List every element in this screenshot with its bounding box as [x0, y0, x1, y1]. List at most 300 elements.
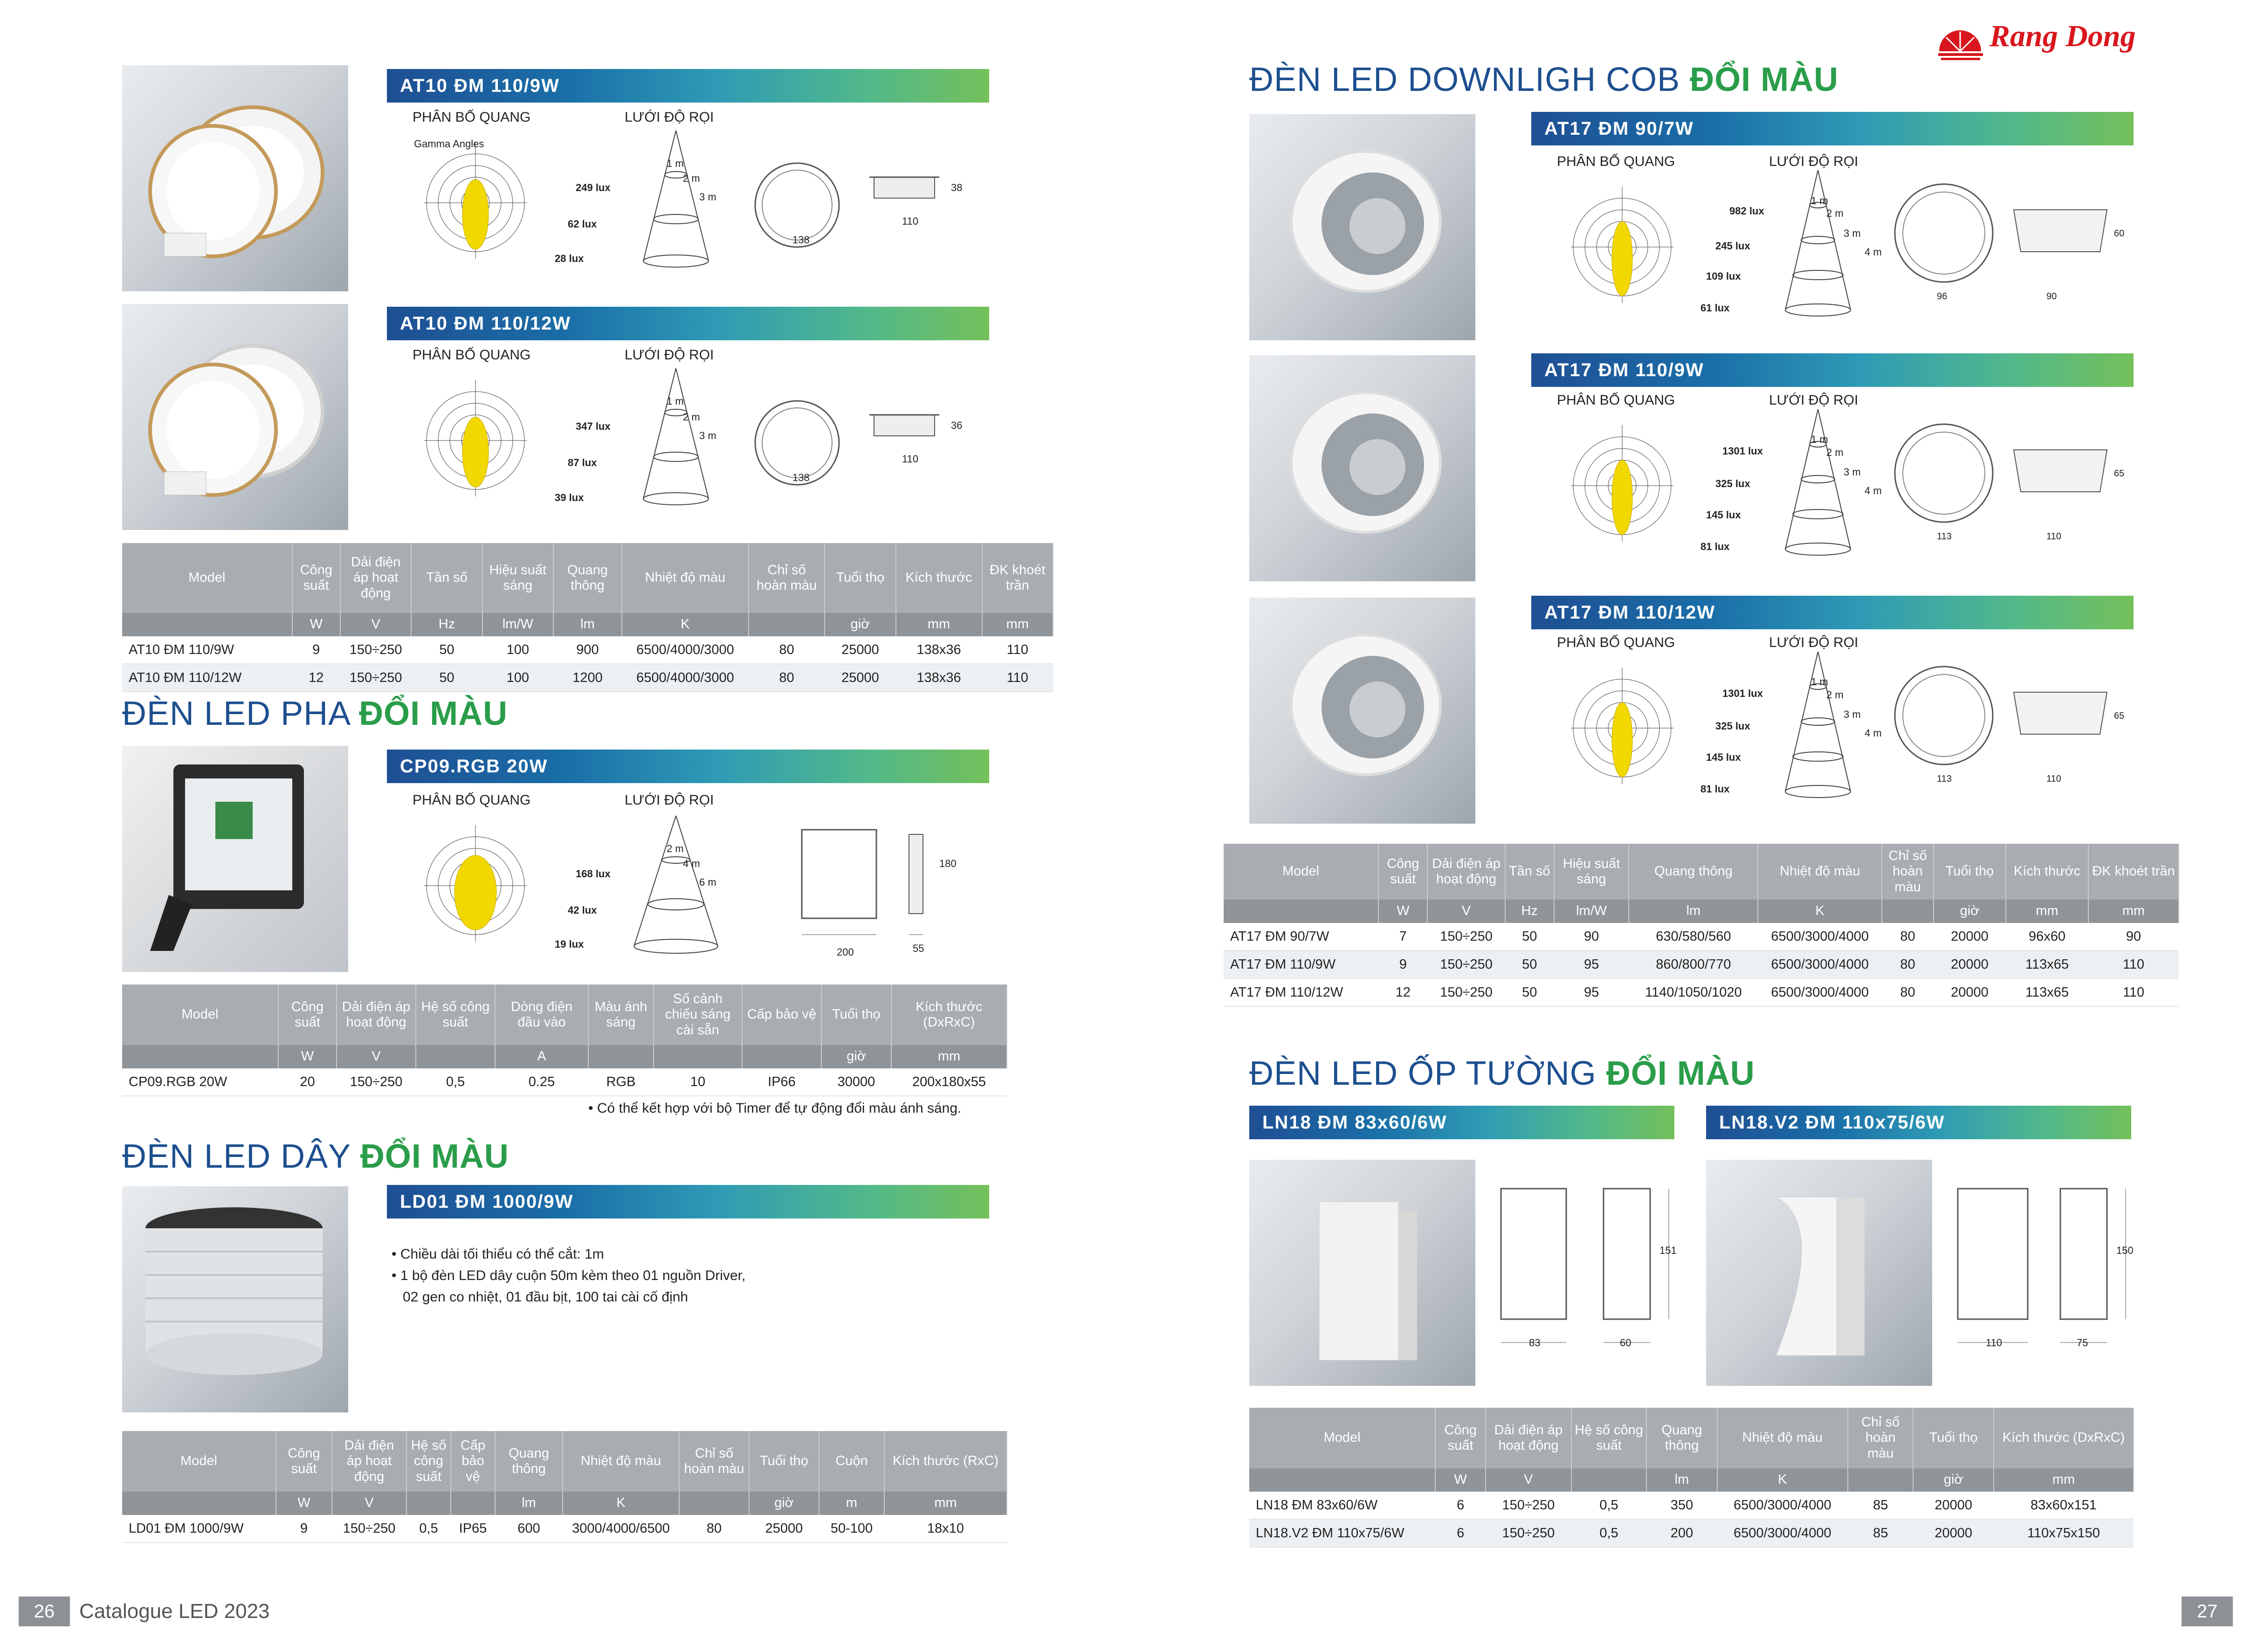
dist-3: 3 m: [699, 430, 716, 441]
table-cell: 95: [1554, 950, 1629, 978]
table-cell: 113x65: [2006, 950, 2088, 978]
table-cell: 150÷250: [1427, 978, 1505, 1006]
dim-2: 55: [913, 943, 924, 954]
table-row: [122, 1068, 1007, 1096]
unit-cell: lm/W: [482, 613, 553, 636]
page-number-left: 26: [19, 1597, 70, 1626]
table-cell: 150÷250: [1486, 1492, 1571, 1519]
dist-3: 3 m: [699, 191, 716, 203]
table-cell: 50: [1505, 978, 1554, 1006]
th-chi-so-hoan-mau: Chỉ số hoàn màu: [1882, 844, 1934, 900]
lux-3: 19 lux: [555, 938, 584, 950]
label-phan-bo: PHÂN BỐ QUANG: [413, 347, 531, 363]
table-cell: 20000: [1934, 923, 2006, 950]
dim-2: 60: [1620, 1337, 1632, 1349]
unit-cell: [416, 1045, 495, 1068]
lux-1: 249 lux: [576, 182, 611, 193]
dim-3: 65: [2114, 711, 2125, 721]
lux-4: 61 lux: [1700, 302, 1730, 314]
table-cell: 150÷250: [1486, 1519, 1571, 1547]
unit-cell: [1882, 900, 1934, 923]
th-kich-thuoc: Kích thước (DxRxC): [891, 984, 1007, 1045]
model-bar-ln18: LN18 ĐM 83x60/6W: [1249, 1106, 1674, 1139]
product-photo-ln18: [1249, 1160, 1475, 1386]
th-quang-thong: Quang thông: [495, 1431, 563, 1492]
dimension-drawing-cp09: [792, 820, 988, 970]
model-bar-at17-7w: AT17 ĐM 90/7W: [1531, 112, 2134, 145]
th-dai-dien-ap: Dải điện áp hoạt động: [337, 984, 416, 1045]
table-cell: LD01 ĐM 1000/9W: [122, 1515, 276, 1542]
table-cell: 150÷250: [1427, 950, 1505, 978]
product-photo-at17-9w: [1249, 355, 1475, 581]
table-row: [1224, 978, 2179, 1006]
model-bar-cp09: CP09.RGB 20W: [387, 750, 989, 783]
polar-labels-at10-9w: [414, 136, 484, 152]
table-cell: 138x36: [896, 636, 982, 664]
unit-cell: mm: [1994, 1468, 2134, 1492]
unit-cell: [1224, 900, 1378, 923]
unit-cell: W: [1378, 900, 1427, 923]
table-cell: 110: [982, 664, 1053, 692]
th-cong-suat: Công suất: [1378, 844, 1427, 900]
lux-1: 1301 lux: [1722, 445, 1763, 457]
table-cell: 350: [1646, 1492, 1717, 1519]
table-row: [1249, 1519, 2134, 1547]
table-cell: 900: [553, 636, 622, 664]
dim-1: 200: [837, 946, 854, 958]
dim-3: 150: [2116, 1245, 2134, 1256]
dist-4: 4 m: [1865, 246, 1882, 258]
th-nhiet-do-mau: Nhiệt độ màu: [1758, 844, 1882, 900]
label-luoi: LƯỚI ĐỘ RỌI: [1769, 392, 1859, 408]
spec-table-cp09: [122, 984, 1007, 1096]
th-cong-suat: Công suất: [278, 984, 337, 1045]
model-bar-ld01: LD01 ĐM 1000/9W: [387, 1185, 989, 1218]
table-cell: 85: [1848, 1519, 1913, 1547]
th-model: Model: [122, 1431, 276, 1492]
table-cell: 20000: [1934, 950, 2006, 978]
table-cell: 630/580/560: [1629, 923, 1758, 950]
th-nhiet-do-mau: Nhiệt độ màu: [563, 1431, 679, 1492]
dist-3: 6 m: [699, 876, 716, 888]
table-cell: 80: [1882, 923, 1934, 950]
section-title-optuong: [1249, 1054, 1755, 1093]
th-he-so-cong-suat: Hệ số công suất: [406, 1431, 451, 1492]
dist-2: 2 m: [683, 172, 700, 184]
unit-cell: V: [337, 1045, 416, 1068]
table-cell: 9: [1378, 950, 1427, 978]
dim-1: 138: [792, 234, 810, 246]
table-cell: LN18.V2 ĐM 110x75/6W: [1249, 1519, 1435, 1547]
unit-cell: [1848, 1468, 1913, 1492]
unit-cell: K: [1717, 1468, 1848, 1492]
table-cell: 95: [1554, 978, 1629, 1006]
spec-table-at17: [1224, 844, 2179, 1007]
lux-3: 145 lux: [1706, 751, 1741, 763]
section-title-highlight: ĐỔI MÀU: [1606, 1055, 1755, 1092]
dist-2: 4 m: [683, 858, 700, 869]
th-model: Model: [122, 984, 278, 1045]
th-tuoi-tho: Tuổi thọ: [825, 543, 895, 613]
unit-cell: V: [332, 1492, 406, 1515]
th-hieu-suat: Hiệu suất sáng: [482, 543, 553, 613]
footer-catalogue-title: Catalogue LED 2023: [79, 1600, 270, 1623]
unit-cell: K: [622, 613, 749, 636]
lux-3: 28 lux: [555, 253, 584, 264]
table-cell: 25000: [825, 664, 895, 692]
table-cell: 110x75x150: [1994, 1519, 2134, 1547]
label-luoi: LƯỚI ĐỘ RỌI: [1769, 635, 1859, 650]
th-kich-thuoc: Kích thước (DxRxC): [1994, 1408, 2134, 1468]
th-dai-dien-ap: Dải điện áp hoạt động: [332, 1431, 406, 1492]
table-cell: 1200: [553, 664, 622, 692]
table-row: [1249, 1492, 2134, 1519]
label-phan-bo: PHÂN BỐ QUANG: [413, 110, 531, 125]
note-cp09: • Có thể kết hợp với bộ Timer để tự động đổi màu ánh sáng.: [588, 1101, 962, 1116]
table-cell: 150÷250: [340, 636, 411, 664]
dim-3: 151: [1659, 1245, 1677, 1256]
dist-1: 1 m: [667, 158, 684, 169]
dimension-drawing-ln18v2: [1953, 1184, 2140, 1361]
product-photo-cp09: [122, 746, 348, 972]
polar-diagram-at17-9w: [1538, 416, 1692, 560]
th-he-so-cong-suat: Hệ số công suất: [1571, 1408, 1647, 1468]
table-cell: 20000: [1913, 1492, 1994, 1519]
table-cell: 0.25: [495, 1068, 588, 1096]
dist-2: 2 m: [683, 411, 700, 423]
dim-2: 110: [2046, 774, 2061, 784]
polar-diagram-cp09: [410, 816, 564, 960]
th-dong-dien: Dòng điện đầu vào: [495, 984, 588, 1045]
table-cell: 50: [411, 664, 482, 692]
unit-cell: W: [1435, 1468, 1486, 1492]
table-cell: 110: [2088, 950, 2179, 978]
unit-cell: giờ: [1913, 1468, 1994, 1492]
table-cell: 80: [679, 1515, 749, 1542]
polar-diagram-at10-12w: [410, 371, 564, 515]
table-cell: 150÷250: [337, 1068, 416, 1096]
table-cell: 860/800/770: [1629, 950, 1758, 978]
unit-cell: K: [1758, 900, 1882, 923]
table-cell: 85: [1848, 1492, 1913, 1519]
unit-cell: [451, 1492, 495, 1515]
th-chi-so-hoan-mau: Chỉ số hoàn màu: [1848, 1408, 1913, 1468]
lux-4: 81 lux: [1700, 541, 1730, 552]
note-ld01-1: • Chiều dài tối thiểu có thể cắt: 1m: [392, 1246, 604, 1262]
th-cong-suat: Công suất: [1435, 1408, 1486, 1468]
table-cell: 83x60x151: [1994, 1492, 2134, 1519]
led-strip-reel-image: [122, 1186, 348, 1412]
th-tuoi-tho: Tuổi thọ: [749, 1431, 819, 1492]
table-cell: 110: [2088, 978, 2179, 1006]
lux-1: 1301 lux: [1722, 688, 1763, 699]
unit-cell: [654, 1045, 742, 1068]
section-title-highlight: ĐỔI MÀU: [359, 695, 508, 732]
table-cell: AT10 ĐM 110/12W: [122, 664, 292, 692]
unit-cell: V: [1427, 900, 1505, 923]
table-cell: 110: [982, 636, 1053, 664]
th-model: Model: [1224, 844, 1378, 900]
unit-cell: [1571, 1468, 1647, 1492]
table-cell: 150÷250: [332, 1515, 406, 1542]
dim-3: 65: [2114, 468, 2125, 479]
table-cell: 0,5: [1571, 1492, 1647, 1519]
unit-cell: giờ: [1934, 900, 2006, 923]
table-cell: 200x180x55: [891, 1068, 1007, 1096]
unit-cell: lm/W: [1554, 900, 1629, 923]
th-quang-thong: Quang thông: [553, 543, 622, 613]
dimension-drawing-at10-9w: [755, 140, 988, 256]
model-bar-at17-9w: AT17 ĐM 110/9W: [1531, 353, 2134, 387]
dimension-drawing-at17-9w: [1893, 422, 2135, 529]
table-cell: 3000/4000/6500: [563, 1515, 679, 1542]
table-cell: IP65: [451, 1515, 495, 1542]
unit-cell: K: [563, 1492, 679, 1515]
unit-cell: lm: [1646, 1468, 1717, 1492]
unit-cell: mm: [884, 1492, 1007, 1515]
th-dk-khoet-tran: ĐK khoét trần: [2088, 844, 2179, 900]
lux-2: 245 lux: [1715, 240, 1750, 252]
unit-cell: W: [292, 613, 340, 636]
table-cell: 80: [749, 636, 825, 664]
table-row: [1224, 950, 2179, 978]
th-cong-suat: Công suất: [292, 543, 340, 613]
dist-2: 2 m: [1826, 447, 1844, 458]
brand-name: Rang Dong: [1990, 19, 2136, 53]
unit-cell: V: [1486, 1468, 1571, 1492]
table-cell: AT17 ĐM 110/12W: [1224, 978, 1378, 1006]
label-luoi: LƯỚI ĐỘ RỌI: [625, 347, 714, 363]
spec-table-ld01: [122, 1431, 1007, 1543]
table-cell: CP09.RGB 20W: [122, 1068, 278, 1096]
table-cell: 7: [1378, 923, 1427, 950]
section-title-pha: [122, 695, 508, 733]
spec-table-at10: [122, 543, 1053, 692]
wall-light-image: [1706, 1160, 1932, 1386]
unit-cell: [749, 613, 825, 636]
section-title-text: ĐÈN LED DOWNLIGH COB: [1249, 61, 1690, 98]
section-title-downlight: [1249, 61, 1838, 99]
table-cell: 20000: [1934, 978, 2006, 1006]
cob-downlight-image: [1249, 598, 1475, 824]
table-cell: 1140/1050/1020: [1629, 978, 1758, 1006]
unit-cell: m: [819, 1492, 884, 1515]
cob-downlight-image: [1249, 114, 1475, 340]
unit-cell: giờ: [749, 1492, 819, 1515]
th-quang-thong: Quang thông: [1629, 844, 1758, 900]
dimension-drawing-at17-7w: [1893, 182, 2135, 289]
th-mau-anh-sang: Màu ánh sáng: [588, 984, 654, 1045]
unit-cell: lm: [495, 1492, 563, 1515]
table-cell: 6500/4000/3000: [622, 636, 749, 664]
table-cell: 113x65: [2006, 978, 2088, 1006]
table-cell: 9: [276, 1515, 332, 1542]
table-cell: 6500/3000/4000: [1717, 1519, 1848, 1547]
lux-2: 62 lux: [568, 218, 597, 230]
table-cell: 600: [495, 1515, 563, 1542]
table-row: [122, 1515, 1007, 1542]
table-cell: AT17 ĐM 110/9W: [1224, 950, 1378, 978]
th-dai-dien-ap: Dải điện áp hoạt động: [1427, 844, 1505, 900]
dist-3: 3 m: [1844, 466, 1861, 478]
dimension-drawing-at17-12w: [1893, 664, 2135, 771]
table-cell: 150÷250: [1427, 923, 1505, 950]
table-row: [122, 636, 1053, 664]
dim-2: 110: [902, 215, 919, 227]
th-he-so-cong-suat: Hệ số công suất: [416, 984, 495, 1045]
th-cong-suat: Công suất: [276, 1431, 332, 1492]
table-cell: RGB: [588, 1068, 654, 1096]
th-tan-so: Tần số: [1505, 844, 1554, 900]
lux-2: 325 lux: [1715, 478, 1750, 489]
lux-3: 39 lux: [555, 492, 584, 503]
model-bar-at10-12w: AT10 ĐM 110/12W: [387, 307, 989, 340]
section-title-text: ĐÈN LED PHA: [122, 695, 359, 732]
label-phan-bo: PHÂN BỐ QUANG: [1557, 154, 1675, 169]
dim-1: 113: [1937, 531, 1952, 542]
dist-1: 1 m: [1811, 676, 1828, 688]
th-tuoi-tho: Tuổi thọ: [1934, 844, 2006, 900]
unit-cell: [122, 613, 292, 636]
label-luoi: LƯỚI ĐỘ RỌI: [625, 110, 714, 125]
lux-3: 109 lux: [1706, 270, 1741, 282]
product-photo-ln18v2: [1706, 1160, 1932, 1386]
unit-cell: Hz: [1505, 900, 1554, 923]
th-chi-so-hoan-mau: Chỉ số hoàn màu: [749, 543, 825, 613]
product-photo-at10-12w: [122, 304, 348, 530]
unit-cell: mm: [891, 1045, 1007, 1068]
table-cell: 50: [1505, 950, 1554, 978]
unit-cell: [742, 1045, 821, 1068]
unit-cell: [1249, 1468, 1435, 1492]
dist-3: 3 m: [1844, 227, 1861, 239]
dimension-drawing-at10-12w: [755, 378, 988, 494]
section-title-text: ĐÈN LED DÂY: [122, 1138, 360, 1175]
table-cell: 80: [1882, 950, 1934, 978]
dist-3: 3 m: [1844, 709, 1861, 720]
gamma-label: Gamma Angles: [414, 138, 484, 150]
lux-2: 325 lux: [1715, 720, 1750, 732]
unit-cell: mm: [896, 613, 982, 636]
th-hieu-suat: Hiệu suất sáng: [1554, 844, 1629, 900]
spec-table-ln18: [1249, 1408, 2134, 1548]
label-phan-bo: PHÂN BỐ QUANG: [1557, 635, 1675, 650]
lux-2: 42 lux: [568, 904, 597, 916]
label-luoi: LƯỚI ĐỘ RỌI: [1769, 154, 1859, 169]
th-tan-so: Tần số: [411, 543, 482, 613]
dim-1: 96: [1937, 291, 1948, 302]
unit-cell: lm: [1629, 900, 1758, 923]
th-cuon: Cuộn: [819, 1431, 884, 1492]
table-cell: 6500/3000/4000: [1758, 978, 1882, 1006]
th-model: Model: [122, 543, 292, 613]
dist-4: 4 m: [1865, 485, 1882, 496]
table-cell: 6500/3000/4000: [1758, 923, 1882, 950]
table-cell: 25000: [749, 1515, 819, 1542]
table-cell: 50-100: [819, 1515, 884, 1542]
table-cell: 80: [749, 664, 825, 692]
unit-cell: giờ: [821, 1045, 891, 1068]
th-kich-thuoc: Kích thước (RxC): [884, 1431, 1007, 1492]
dim-2: 90: [2046, 291, 2057, 302]
table-cell: 20000: [1913, 1519, 1994, 1547]
dim-3: 36: [951, 420, 963, 431]
note-ld01-3: 02 gen co nhiệt, 01 đầu bịt, 100 tai cài cố định: [403, 1289, 688, 1305]
dim-1: 113: [1937, 774, 1952, 784]
table-cell: 6500/3000/4000: [1717, 1492, 1848, 1519]
table-cell: 96x60: [2006, 923, 2088, 950]
lux-1: 347 lux: [576, 420, 611, 432]
downlight-image: [122, 304, 348, 530]
unit-cell: mm: [2006, 900, 2088, 923]
lux-2: 87 lux: [568, 457, 597, 468]
unit-cell: mm: [2088, 900, 2179, 923]
th-cap-bao-ve: Cấp bảo vệ: [451, 1431, 495, 1492]
model-bar-at10-9w: AT10 ĐM 110/9W: [387, 69, 989, 103]
lux-1: 168 lux: [576, 868, 611, 880]
lux-3: 145 lux: [1706, 509, 1741, 521]
table-cell: 50: [411, 636, 482, 664]
table-cell: 6: [1435, 1519, 1486, 1547]
th-dai-dien-ap: Dải điện áp hoạt động: [340, 543, 411, 613]
dim-1: 138: [792, 472, 810, 483]
unit-cell: [588, 1045, 654, 1068]
unit-cell: Hz: [411, 613, 482, 636]
table-cell: AT17 ĐM 90/7W: [1224, 923, 1378, 950]
table-cell: 6: [1435, 1492, 1486, 1519]
th-dk-khoet-tran: ĐK khoét trần: [982, 543, 1053, 613]
polar-diagram-at17-7w: [1538, 177, 1692, 322]
table-cell: 150÷250: [340, 664, 411, 692]
th-so-canh: Số cảnh chiếu sáng cài sẵn: [654, 984, 742, 1045]
th-kich-thuoc: Kích thước: [896, 543, 982, 613]
th-tuoi-tho: Tuổi thọ: [1913, 1408, 1994, 1468]
product-photo-at17-7w: [1249, 114, 1475, 340]
label-phan-bo: PHÂN BỐ QUANG: [1557, 392, 1675, 408]
dimension-drawing-ln18: [1496, 1184, 1683, 1361]
table-cell: 138x36: [896, 664, 982, 692]
note-ld01-2: • 1 bộ đèn LED dây cuộn 50m kèm theo 01 nguồn Driver,: [392, 1268, 746, 1283]
table-cell: 90: [1554, 923, 1629, 950]
dist-2: 2 m: [1826, 207, 1844, 219]
table-cell: 6500/3000/4000: [1758, 950, 1882, 978]
section-title-highlight: ĐỔI MÀU: [360, 1138, 509, 1175]
section-title-text: ĐÈN LED ỐP TƯỜNG: [1249, 1055, 1606, 1092]
dim-2: 75: [2077, 1337, 2088, 1349]
label-phan-bo: PHÂN BỐ QUANG: [413, 792, 531, 808]
polar-diagram-at10-9w: [410, 133, 564, 277]
unit-cell: mm: [982, 613, 1053, 636]
wall-light-image: [1249, 1160, 1475, 1386]
unit-cell: [122, 1492, 276, 1515]
th-dai-dien-ap: Dải điện áp hoạt động: [1486, 1408, 1571, 1468]
table-row: [1224, 923, 2179, 950]
page-number-right: 27: [2182, 1597, 2233, 1626]
th-nhiet-do-mau: Nhiệt độ màu: [622, 543, 749, 613]
model-bar-ln18v2: LN18.V2 ĐM 110x75/6W: [1706, 1106, 2131, 1139]
label-luoi: LƯỚI ĐỘ RỌI: [625, 792, 714, 808]
cob-downlight-image: [1249, 355, 1475, 581]
th-cap-bao-ve: Cấp bảo vệ: [742, 984, 821, 1045]
unit-cell: W: [276, 1492, 332, 1515]
table-cell: IP66: [742, 1068, 821, 1096]
table-cell: 6500/4000/3000: [622, 664, 749, 692]
table-cell: 50: [1505, 923, 1554, 950]
table-cell: LN18 ĐM 83x60/6W: [1249, 1492, 1435, 1519]
table-cell: 20: [278, 1068, 337, 1096]
table-cell: 90: [2088, 923, 2179, 950]
section-title-day: [122, 1137, 509, 1176]
